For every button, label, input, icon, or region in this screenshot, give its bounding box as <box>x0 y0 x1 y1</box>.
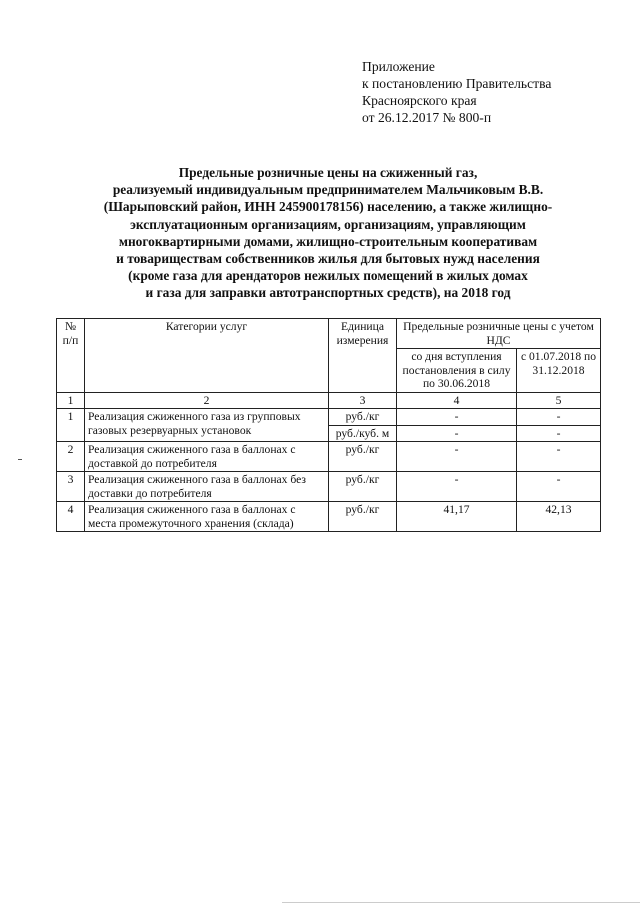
row-num: 1 <box>57 409 85 442</box>
header-prices: Предельные розничные цены с учетом НДС <box>397 319 601 349</box>
table-row <box>57 502 601 532</box>
row-unit: руб./кг <box>329 472 397 502</box>
title-line: и товариществам собственников жилья для бытовых нужд населения <box>116 251 540 267</box>
scan-margin-mark <box>18 459 22 460</box>
column-number: 2 <box>85 392 329 409</box>
row-price-period2: 42,13 <box>517 502 601 532</box>
attachment-date-line: от 26.12.2017 № 800-п <box>362 110 492 125</box>
row-unit: руб./кг <box>329 442 397 472</box>
column-numbers-row <box>57 392 601 409</box>
row-price-period1: 41,17 <box>397 502 517 532</box>
title-line: и газа для заправки автотранспортных средств), на 2018 год <box>145 285 511 301</box>
row-unit: руб./кг <box>329 502 397 532</box>
table-header-row <box>57 319 601 349</box>
document-title <box>40 164 616 302</box>
row-unit: руб./куб. м <box>329 425 397 442</box>
column-number: 5 <box>517 392 601 409</box>
title-line: эксплуатационным организациям, организациям, управляющим <box>130 216 526 232</box>
header-num: № п/п <box>57 319 85 393</box>
title-line: многоквартирными домами, жилищно-строительным кооперативам <box>118 233 538 249</box>
column-number: 1 <box>57 392 85 409</box>
price-table <box>56 318 601 532</box>
row-price-period1: - <box>397 472 517 502</box>
header-period1: со дня вступления постановления в силу по 30.06.2018 <box>397 349 517 393</box>
row-price-period1: - <box>397 409 517 426</box>
row-num: 4 <box>57 502 85 532</box>
attachment-line: Красноярского края <box>362 93 477 108</box>
row-num: 2 <box>57 442 85 472</box>
row-price-period2: - <box>517 425 601 442</box>
row-price-period1: - <box>397 442 517 472</box>
title-line: реализуемый индивидуальным предпринимателем Мальчиковым В.В. <box>112 182 544 198</box>
row-category: Реализация сжиженного газа в баллонах без доставки до потребителя <box>85 472 329 502</box>
row-price-period1: - <box>397 425 517 442</box>
title-line: (кроме газа для арендаторов нежилых помещений в жилых домах <box>128 268 528 284</box>
header-unit: Единица измерения <box>329 319 397 393</box>
row-category: Реализация сжиженного газа из групповых газовых резервуарных установок <box>85 409 329 442</box>
row-price-period2: - <box>517 472 601 502</box>
header-category: Категории услуг <box>85 319 329 393</box>
attachment-block <box>362 58 622 126</box>
attachment-line: Приложение <box>362 59 435 74</box>
row-category: Реализация сжиженного газа в баллонах с доставкой до потребителя <box>85 442 329 472</box>
column-number: 4 <box>397 392 517 409</box>
row-unit: руб./кг <box>329 409 397 426</box>
scan-bottom-edge <box>282 902 640 903</box>
attachment-line: к постановлению Правительства <box>362 76 552 91</box>
title-line: (Шарыповский район, ИНН 245900178156) населению, а также жилищно- <box>103 199 553 215</box>
row-price-period2: - <box>517 409 601 426</box>
row-num: 3 <box>57 472 85 502</box>
table-row <box>57 409 601 426</box>
row-category: Реализация сжиженного газа в баллонах с места промежуточного хранения (склада) <box>85 502 329 532</box>
header-period2: с 01.07.2018 по 31.12.2018 <box>517 349 601 393</box>
table-row <box>57 442 601 472</box>
table-row <box>57 472 601 502</box>
column-number: 3 <box>329 392 397 409</box>
title-line: Предельные розничные цены на сжиженный газ, <box>178 165 478 180</box>
row-price-period2: - <box>517 442 601 472</box>
